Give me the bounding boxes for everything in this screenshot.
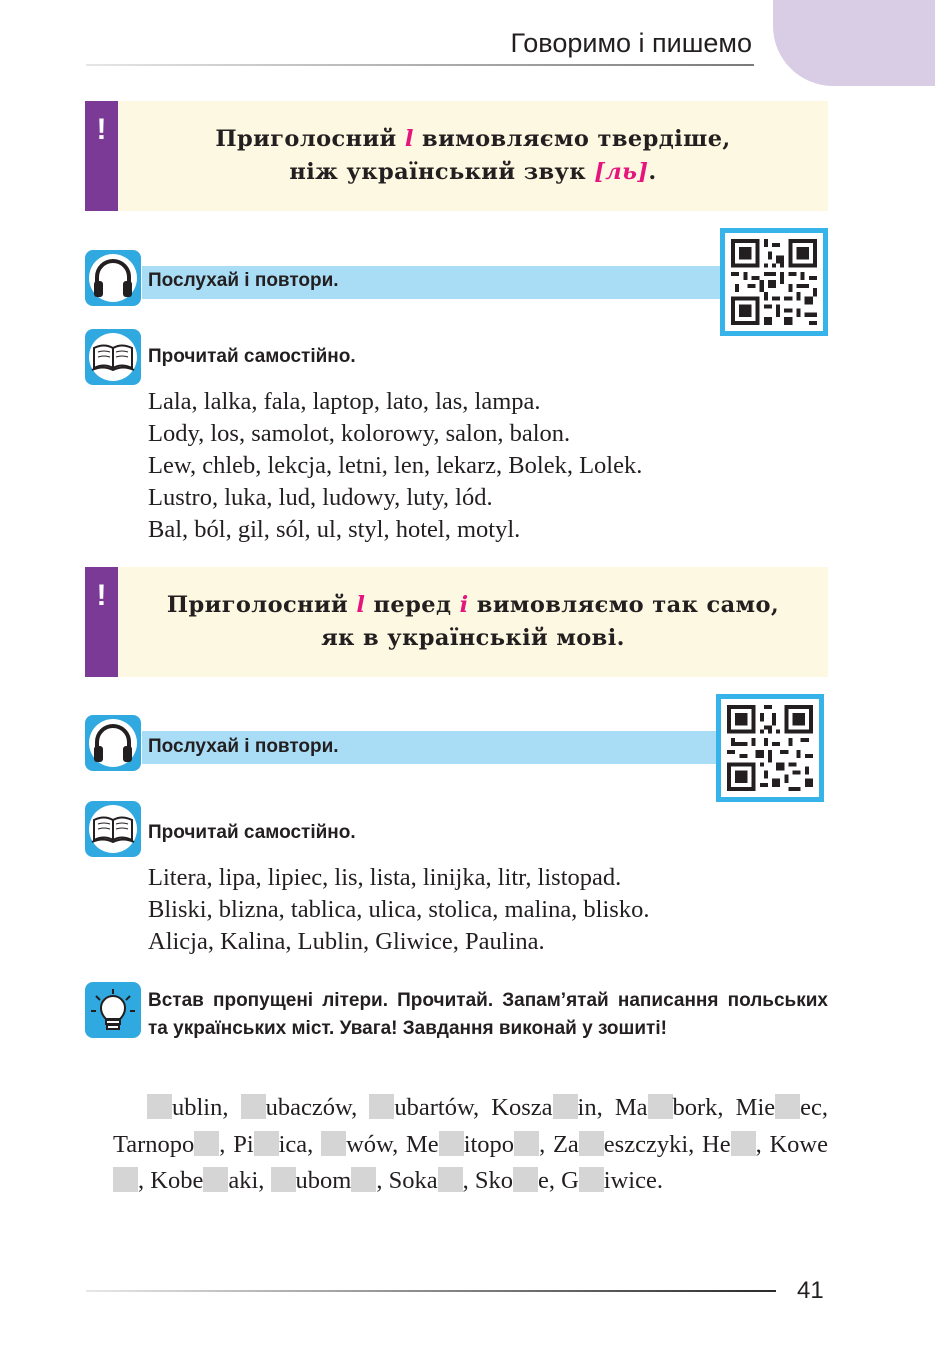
rule-text-part: ніж український звук <box>289 159 595 185</box>
page-number: 41 <box>797 1277 824 1304</box>
word-line: Lustro, luka, lud, ludowy, luty, lód. <box>148 484 493 511</box>
letter-gap[interactable] <box>147 1094 172 1119</box>
listen-label-1: Послухай і повтори. <box>148 270 339 291</box>
word-list-2 <box>148 862 649 958</box>
word-line: Litera, lipa, lipiec, lis, lista, linijka, litr, listopad. <box>148 864 622 891</box>
text-fragment: ec, Tarnopo <box>113 1094 828 1158</box>
word-line: Lody, los, samolot, kolorowy, salon, balon. <box>148 420 571 447</box>
rule-text-part: . <box>648 159 657 185</box>
text-fragment: , Sko <box>462 1167 513 1194</box>
rule-line <box>215 123 730 156</box>
text-fragment: itopo <box>463 1130 515 1158</box>
letter-gap[interactable] <box>369 1094 394 1119</box>
text-fragment: wów, Me <box>346 1130 439 1158</box>
exclamation-icon: ! <box>96 579 107 612</box>
rule-line: як в українській мові. <box>321 625 625 651</box>
exclamation-icon: ! <box>96 113 107 146</box>
letter-gap[interactable] <box>351 1167 376 1192</box>
headphones-icon[interactable] <box>85 715 141 771</box>
text-fragment: aki, <box>228 1167 271 1194</box>
letter-gap[interactable] <box>439 1131 464 1156</box>
letter-gap[interactable] <box>203 1167 228 1192</box>
text-fragment: ubom <box>295 1167 352 1194</box>
word-line: Lala, lalka, fala, laptop, lato, las, lampa. <box>148 388 541 415</box>
text-fragment: ica, <box>278 1130 322 1158</box>
letter-gap[interactable] <box>113 1167 138 1192</box>
headphones-icon[interactable] <box>85 250 141 306</box>
letter-gap[interactable] <box>775 1094 800 1119</box>
lightbulb-icon <box>85 982 141 1038</box>
word-line: Bliski, blizna, tablica, ulica, stolica, malina, blisko. <box>148 896 650 923</box>
letter-gap[interactable] <box>648 1094 673 1119</box>
letter-gap[interactable] <box>321 1131 346 1156</box>
footer-rule <box>86 1290 776 1292</box>
text-fragment: e, G <box>537 1167 579 1194</box>
rule-box-2 <box>85 567 828 677</box>
rule-text-part: перед <box>365 592 460 618</box>
letter-gap[interactable] <box>731 1131 756 1156</box>
letter-gap[interactable] <box>513 1167 538 1192</box>
rule-line <box>167 589 779 622</box>
text-fragment: , Pi <box>219 1130 254 1158</box>
letter-gap[interactable] <box>438 1167 463 1192</box>
letter-gap[interactable] <box>553 1094 578 1119</box>
rule-line <box>289 156 656 189</box>
qr-code-icon[interactable] <box>716 694 824 802</box>
rule-text-1 <box>118 101 828 211</box>
qr-code-icon[interactable] <box>720 228 828 336</box>
rule-box-1 <box>85 101 828 211</box>
text-fragment: ubaczów, <box>265 1094 370 1121</box>
rule-text-part: вимовляємо так само, <box>468 592 780 618</box>
fill-in-paragraph <box>113 1090 828 1200</box>
rule-text-part: Приголосний <box>166 592 357 618</box>
text-fragment: bork, Mie <box>672 1094 776 1121</box>
highlight-letter: l <box>404 126 414 152</box>
text-fragment: ublin, <box>172 1094 241 1121</box>
header-rule <box>86 64 754 66</box>
letter-gap[interactable] <box>579 1167 604 1192</box>
corner-tab <box>773 0 935 86</box>
text-fragment: eszczyki, He <box>603 1130 731 1158</box>
letter-gap[interactable] <box>194 1131 219 1156</box>
text-fragment: iwice. <box>603 1167 663 1194</box>
listen-label-2: Послухай і повтори. <box>148 736 339 757</box>
rule-text-part: Приголосний <box>215 126 405 152</box>
text-fragment: , Kobe <box>138 1167 204 1194</box>
highlight-letter: i <box>459 592 469 618</box>
letter-gap[interactable] <box>271 1167 296 1192</box>
text-fragment: ubartów, Kosza <box>394 1094 553 1121</box>
open-book-icon <box>85 329 141 385</box>
highlight-letter: l <box>356 592 366 618</box>
task-instruction: Встав пропущені літери. Прочитай. Запам’ятай написання польських та українських міст. Увага! Завдання виконай у зошиті! <box>148 990 828 1039</box>
text-fragment: in, Ma <box>577 1094 648 1121</box>
letter-gap[interactable] <box>254 1131 279 1156</box>
rule-text-part: вимовляємо твердіше, <box>413 126 731 152</box>
word-line: Bal, ból, gil, sól, ul, styl, hotel, motyl. <box>148 516 521 543</box>
text-fragment: , Kowe <box>755 1130 828 1158</box>
letter-gap[interactable] <box>514 1131 539 1156</box>
highlight-sound: [ль] <box>594 159 649 185</box>
word-line: Lew, chleb, lekcja, letni, len, lekarz, Bolek, Lolek. <box>148 452 643 479</box>
page-header: Говоримо і пишемо <box>510 28 752 58</box>
letter-gap[interactable] <box>579 1131 604 1156</box>
read-label-2: Прочитай самостійно. <box>148 822 356 843</box>
text-fragment: , Za <box>539 1130 579 1158</box>
letter-gap[interactable] <box>241 1094 266 1119</box>
text-fragment: , Soka <box>376 1167 438 1194</box>
rule-text-2 <box>118 567 828 677</box>
open-book-icon <box>85 801 141 857</box>
word-list-1 <box>148 386 642 546</box>
word-line: Alicja, Kalina, Lublin, Gliwice, Paulina. <box>148 928 545 955</box>
read-label-1: Прочитай самостійно. <box>148 346 356 367</box>
